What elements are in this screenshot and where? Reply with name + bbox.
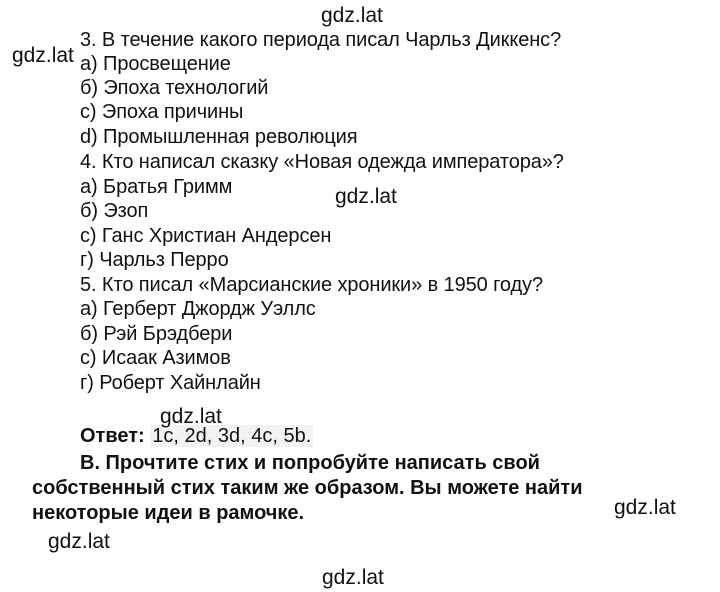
question-5: 5. Кто писал «Марсианские хроники» в 1950 году? [80, 274, 543, 296]
option-4b: б) Эзоп [80, 200, 149, 222]
option-5b: б) Рэй Брэдбери [80, 323, 233, 345]
watermark: gdz.lat [160, 405, 222, 428]
answer-label: Ответ: [80, 425, 145, 447]
option-3a: а) Просвещение [80, 53, 231, 75]
watermark: gdz.lat [48, 530, 110, 553]
option-5c: с) Исаак Азимов [80, 347, 231, 369]
option-4a: а) Братья Гримм [80, 176, 233, 198]
option-4d: г) Чарльз Перро [80, 249, 229, 271]
watermark: gdz.lat [322, 566, 384, 589]
option-5d: г) Роберт Хайнлайн [80, 372, 261, 394]
option-3c: с) Эпоха причины [80, 101, 244, 123]
option-3b: б) Эпоха технологий [80, 77, 269, 99]
task-line-3: некоторые идеи в рамочке. [32, 502, 305, 524]
question-4: 4. Кто написал сказку «Новая одежда императора»? [80, 151, 564, 173]
question-3: 3. В течение какого периода писал Чарльз Диккенс? [80, 29, 562, 51]
task-line-2: собственный стих таким же образом. Вы можете найти [32, 477, 583, 499]
task-line-1: B. Прочтите стих и попробуйте написать свой [80, 452, 540, 474]
watermark: gdz.lat [12, 44, 74, 67]
answer-value: 1c, 2d, 3d, 4c, 5b. [152, 425, 312, 447]
option-4c: с) Ганс Христиан Андерсен [80, 225, 332, 247]
watermark: gdz.lat [614, 496, 676, 519]
watermark: gdz.lat [335, 185, 397, 208]
option-3d: d) Промышленная революция [80, 126, 358, 148]
watermark: gdz.lat [321, 4, 383, 27]
option-5a: а) Герберт Джордж Уэллс [80, 298, 316, 320]
